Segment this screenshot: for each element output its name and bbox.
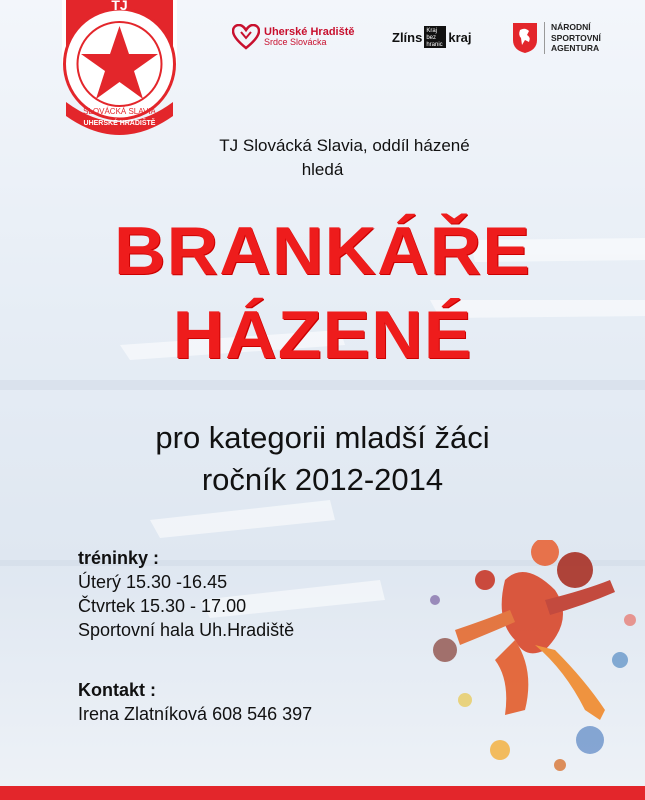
- training-heading: tréninky :: [78, 548, 160, 568]
- training-block: [78, 546, 294, 642]
- nsa-line3: AGENTURA: [551, 43, 600, 54]
- club-logo: [52, 0, 187, 142]
- logo-ring-text: SLOVÁCKÁ SLAVIA: [83, 107, 156, 116]
- training-item: Čtvrtek 15.30 - 17.00: [78, 596, 247, 616]
- sponsor-zlin-left: Zlíns: [392, 29, 423, 45]
- training-venue: Sportovní hala Uh.Hradiště: [78, 620, 295, 640]
- sponsor-uh-slogan: Srdce Slovácka: [264, 37, 327, 48]
- contact-block: [78, 678, 312, 726]
- handball-player-illustration: [425, 540, 645, 780]
- logo-initials: TJ: [111, 0, 128, 13]
- logo-ribbon-text: UHERSKÉ HRADIŠTĚ: [83, 120, 156, 127]
- sponsor-uh-name: Uherské Hradiště: [264, 25, 355, 38]
- headline-line-1: BRANKÁŘE: [114, 213, 531, 289]
- intro-line-2: hledá: [301, 160, 344, 179]
- nsa-line1: NÁRODNÍ: [551, 22, 591, 33]
- headline-line-2: HÁZENÉ: [172, 297, 473, 373]
- sponsor-zlinsky-kraj: [392, 26, 471, 48]
- category-line-1: pro kategorii mladší žáci: [155, 420, 490, 455]
- intro-line-1: TJ Slovácká Slavia, oddíl házené: [219, 136, 470, 155]
- category-line-2: ročník 2012-2014: [201, 462, 444, 497]
- lion-crest-icon: [512, 22, 538, 54]
- contact-value: Irena Zlatníková 608 546 397: [78, 704, 313, 724]
- training-item: Úterý 15.30 -16.45: [78, 572, 228, 592]
- contact-heading: Kontakt :: [78, 680, 156, 700]
- heart-icon: [232, 24, 260, 50]
- bottom-bar: [0, 786, 645, 800]
- nsa-line2: SPORTOVNÍ: [551, 32, 601, 43]
- sponsor-zlin-box: Kraj bez hranic: [424, 26, 446, 48]
- sponsor-uherske-hradiste: [232, 24, 355, 50]
- sponsor-nsa: [512, 22, 601, 54]
- sponsor-zlin-right: kraj: [448, 29, 472, 45]
